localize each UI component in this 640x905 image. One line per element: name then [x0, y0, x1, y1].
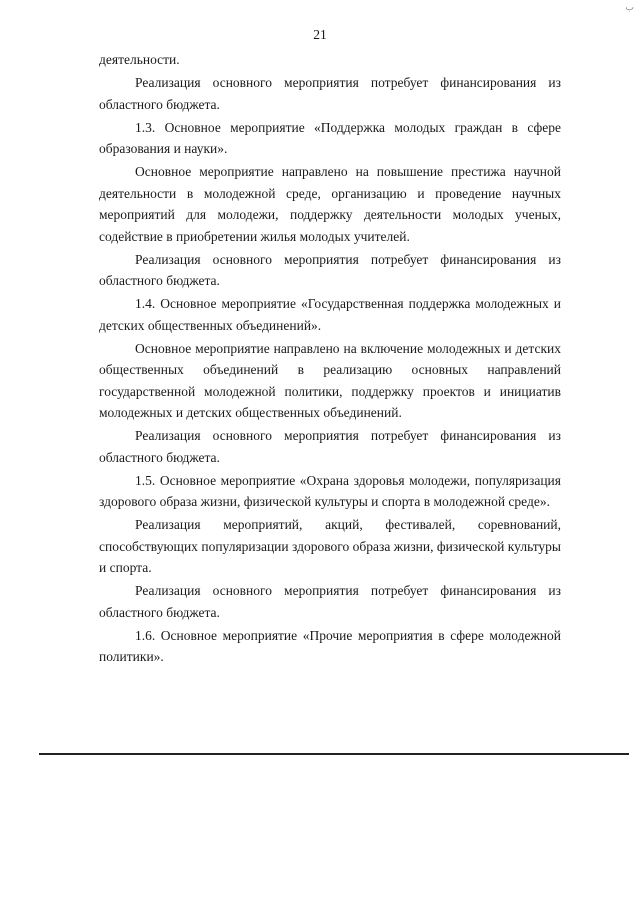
- page-bottom-rule: [39, 753, 629, 755]
- paragraph: Реализация основного мероприятия потребует финансирования из областного бюджета.: [99, 583, 561, 620]
- paragraph: Реализация основного мероприятия потребует финансирования из областного бюджета.: [99, 75, 561, 112]
- section-heading: 1.6. Основное мероприятие «Прочие мероприятия в сфере молодежной политики».: [99, 627, 561, 664]
- paragraph: Реализация основного мероприятия потребует финансирования из областного бюджета.: [99, 251, 561, 288]
- section-heading: 1.3. Основное мероприятие «Поддержка молодых граждан в сфере образования и науки».: [99, 119, 561, 156]
- section-heading: 1.4. Основное мероприятие «Государственная поддержка молодежных и детских общественных объединений».: [99, 296, 561, 333]
- paragraph: Основное мероприятие направлено на включение молодежных и детских общественных объединений в реализацию основных направлений государственной молодежной политики, поддержку проектов и инициатив молодежных и детских общественных объединений.: [99, 340, 561, 420]
- page-number: 21: [313, 27, 327, 42]
- document-body: [99, 49, 561, 668]
- paragraph: Основное мероприятие направлено на повышение престижа научной деятельности в молодежной среде, организацию и проведение научных мероприятий для молодежи, поддержку деятельности молодых ученых, содействие в приобретении жилья молодых учителей.: [99, 164, 561, 244]
- paragraph: деятельности.: [99, 52, 180, 67]
- paragraph: Реализация мероприятий, акций, фестивалей, соревнований, способствующих популяризации здорового образа жизни, физической культуры и спорта.: [99, 517, 561, 575]
- paragraph: Реализация основного мероприятия потребует финансирования из областного бюджета.: [99, 428, 561, 465]
- section-heading: 1.5. Основное мероприятие «Охрана здоровья молодежи, популяризация здорового образа жизни, физической культуры и спорта в молодежной среде».: [99, 472, 561, 509]
- corner-mark: ب: [625, 2, 634, 12]
